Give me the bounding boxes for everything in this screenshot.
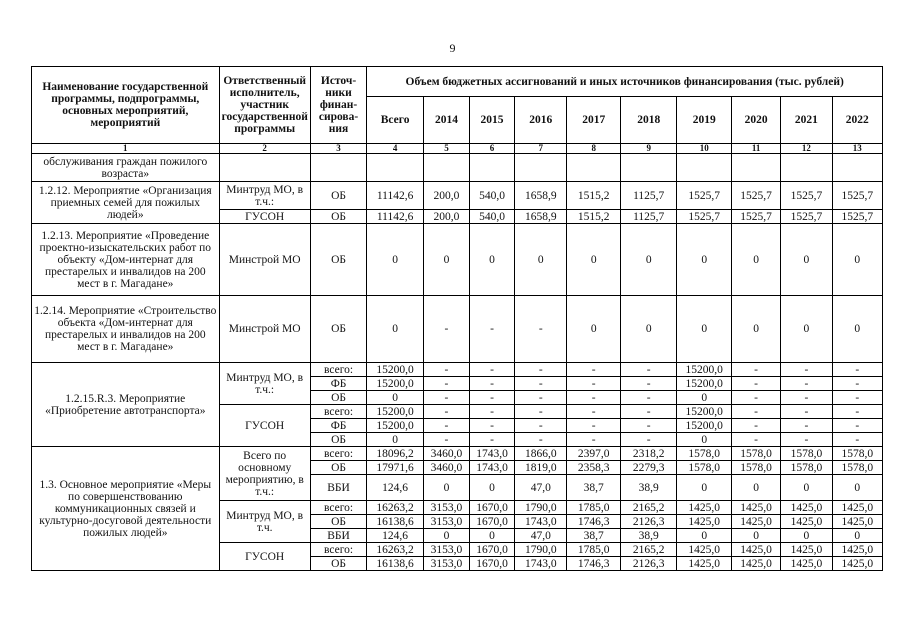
row-name: 1.2.13. Мероприятие «Проведение проектно-изыскательских работ по объекту «Дом-интернат для престарелых и инвалидов на 200 мест в г. Магадане»: [32, 224, 220, 296]
value-cell: 15200,0: [677, 419, 731, 433]
value-cell: 1578,0: [832, 447, 882, 461]
column-number: 13: [832, 144, 882, 154]
value-cell: 1425,0: [731, 501, 780, 515]
value-cell: 1515,2: [567, 182, 620, 210]
responsible: Минстрой МО: [219, 296, 310, 363]
value-cell: 0: [423, 224, 469, 296]
value-cell: 1425,0: [677, 557, 731, 571]
value-cell: 0: [367, 433, 424, 447]
value-cell: 0: [367, 296, 424, 363]
value-cell: -: [515, 419, 567, 433]
value-cell: 1578,0: [677, 461, 731, 475]
column-number-row: [32, 144, 883, 154]
source: ФБ: [310, 419, 367, 433]
source: ОБ: [310, 210, 367, 224]
responsible: ГУСОН: [219, 405, 310, 447]
value-cell: -: [731, 377, 780, 391]
value-cell: 15200,0: [367, 405, 424, 419]
column-number: 1: [32, 144, 220, 154]
value-cell: 1425,0: [731, 557, 780, 571]
value-cell: 200,0: [423, 182, 469, 210]
value-cell: 0: [470, 475, 515, 501]
value-cell: 1743,0: [515, 557, 567, 571]
value-cell: 3153,0: [423, 501, 469, 515]
value-cell: 2318,2: [620, 447, 677, 461]
value-cell: -: [423, 377, 469, 391]
value-cell: -: [567, 391, 620, 405]
value-cell: 1658,9: [515, 182, 567, 210]
value-cell: 1743,0: [470, 447, 515, 461]
value-cell: -: [470, 391, 515, 405]
value-cell: -: [731, 405, 780, 419]
year-header: 2017: [567, 97, 620, 144]
value-cell: 47,0: [515, 475, 567, 501]
value-cell: 1525,7: [832, 210, 882, 224]
responsible: Минтруд МО, в т.ч.:: [219, 182, 310, 210]
value-cell: 0: [731, 224, 780, 296]
value-cell: 0: [423, 529, 469, 543]
value-cell: 1525,7: [832, 182, 882, 210]
value-cell: 0: [832, 296, 882, 363]
value-cell: -: [781, 391, 832, 405]
value-cell: 1670,0: [470, 557, 515, 571]
value-cell: 1578,0: [731, 461, 780, 475]
value-cell: 0: [731, 296, 780, 363]
value-cell: 0: [781, 296, 832, 363]
value-cell: 1578,0: [781, 461, 832, 475]
value-cell: -: [515, 296, 567, 363]
value-cell: 0: [677, 529, 731, 543]
value-cell: -: [620, 433, 677, 447]
value-cell: 17971,6: [367, 461, 424, 475]
value-cell: 0: [832, 224, 882, 296]
value-cell: 1743,0: [515, 515, 567, 529]
value-cell: 1525,7: [677, 182, 731, 210]
value-cell: 1425,0: [781, 543, 832, 557]
value-cell: 0: [470, 224, 515, 296]
value-cell: -: [423, 363, 469, 377]
value-cell: -: [470, 377, 515, 391]
source: всего:: [310, 447, 367, 461]
value-cell: 124,6: [367, 529, 424, 543]
value-cell: -: [781, 419, 832, 433]
responsible: ГУСОН: [219, 210, 310, 224]
budget-table: [31, 66, 883, 571]
value-cell: -: [781, 377, 832, 391]
value-cell: 540,0: [470, 210, 515, 224]
value-cell: 0: [367, 391, 424, 405]
value-cell: 16263,2: [367, 543, 424, 557]
value-cell: 0: [567, 224, 620, 296]
value-cell: -: [832, 405, 882, 419]
column-number: 3: [310, 144, 367, 154]
source: всего:: [310, 501, 367, 515]
value-cell: 0: [677, 391, 731, 405]
value-cell: 38,9: [620, 529, 677, 543]
value-cell: 3153,0: [423, 557, 469, 571]
value-cell: 38,9: [620, 475, 677, 501]
value-cell: 0: [620, 296, 677, 363]
column-number: 4: [367, 144, 424, 154]
value-cell: 3153,0: [423, 543, 469, 557]
value-cell: 1525,7: [731, 182, 780, 210]
source: ОБ: [310, 224, 367, 296]
value-cell: -: [567, 363, 620, 377]
value-cell: 1746,3: [567, 515, 620, 529]
value-cell: 0: [731, 475, 780, 501]
source: всего:: [310, 543, 367, 557]
responsible: ГУСОН: [219, 543, 310, 571]
value-cell: 0: [677, 433, 731, 447]
value-cell: -: [620, 377, 677, 391]
value-cell: 1670,0: [470, 501, 515, 515]
value-cell: 0: [832, 529, 882, 543]
value-cell: 0: [567, 296, 620, 363]
value-cell: -: [515, 377, 567, 391]
value-cell: -: [731, 363, 780, 377]
value-cell: 1425,0: [832, 557, 882, 571]
column-number: 9: [620, 144, 677, 154]
value-cell: 1670,0: [470, 515, 515, 529]
value-cell: -: [423, 391, 469, 405]
value-cell: 0: [677, 296, 731, 363]
value-cell: 1125,7: [620, 210, 677, 224]
responsible: Минстрой МО: [219, 224, 310, 296]
row-name: 1.2.14. Мероприятие «Строительство объекта «Дом-интернат для престарелых и инвалидов на 200 мест в г. Магадане»: [32, 296, 220, 363]
value-cell: 2358,3: [567, 461, 620, 475]
value-cell: -: [832, 363, 882, 377]
value-cell: 0: [832, 475, 882, 501]
source: всего:: [310, 363, 367, 377]
value-cell: -: [731, 433, 780, 447]
column-number: 7: [515, 144, 567, 154]
column-number: 2: [219, 144, 310, 154]
source: ФБ: [310, 377, 367, 391]
value-cell: 1425,0: [832, 501, 882, 515]
value-cell: 540,0: [470, 182, 515, 210]
value-cell: 1578,0: [731, 447, 780, 461]
value-cell: 3460,0: [423, 461, 469, 475]
year-header: 2020: [731, 97, 780, 144]
year-header: 2019: [677, 97, 731, 144]
value-cell: -: [515, 363, 567, 377]
value-cell: 1658,9: [515, 210, 567, 224]
column-number: 5: [423, 144, 469, 154]
value-cell: 200,0: [423, 210, 469, 224]
value-cell: -: [731, 391, 780, 405]
source: ВБИ: [310, 475, 367, 501]
year-header: 2021: [781, 97, 832, 144]
value-cell: -: [423, 296, 469, 363]
column-number: 6: [470, 144, 515, 154]
value-cell: 1578,0: [832, 461, 882, 475]
value-cell: 0: [515, 224, 567, 296]
responsible: Минтруд МО, в т.ч.: [219, 501, 310, 543]
value-cell: 1785,0: [567, 501, 620, 515]
year-header: 2022: [832, 97, 882, 144]
value-cell: 1425,0: [677, 543, 731, 557]
year-header: 2018: [620, 97, 677, 144]
value-cell: 1425,0: [781, 501, 832, 515]
value-cell: 11142,6: [367, 182, 424, 210]
value-cell: -: [620, 363, 677, 377]
value-cell: 124,6: [367, 475, 424, 501]
value-cell: -: [832, 419, 882, 433]
value-cell: 2279,3: [620, 461, 677, 475]
value-cell: 1790,0: [515, 543, 567, 557]
source: ОБ: [310, 391, 367, 405]
value-cell: -: [515, 433, 567, 447]
value-cell: -: [781, 363, 832, 377]
value-cell: 16263,2: [367, 501, 424, 515]
value-cell: -: [567, 377, 620, 391]
header-volume: Объем бюджетных ассигнований и иных источников финансирования (тыс. рублей): [367, 67, 883, 97]
header-name: Наименование государственной программы, подпрограммы, основных мероприятий, мероприятий: [32, 67, 220, 144]
value-cell: 1525,7: [731, 210, 780, 224]
value-cell: 2126,3: [620, 557, 677, 571]
value-cell: -: [423, 433, 469, 447]
value-cell: 1425,0: [781, 515, 832, 529]
value-cell: -: [731, 419, 780, 433]
value-cell: -: [781, 433, 832, 447]
row-name: 1.2.12. Мероприятие «Организация приемных семей для пожилых людей»: [32, 182, 220, 224]
value-cell: 0: [423, 475, 469, 501]
value-cell: 1578,0: [781, 447, 832, 461]
value-cell: 1425,0: [731, 515, 780, 529]
column-number: 10: [677, 144, 731, 154]
value-cell: 3460,0: [423, 447, 469, 461]
value-cell: 1425,0: [731, 543, 780, 557]
value-cell: 1525,7: [677, 210, 731, 224]
value-cell: 38,7: [567, 529, 620, 543]
value-cell: -: [470, 433, 515, 447]
source: ОБ: [310, 461, 367, 475]
value-cell: -: [832, 391, 882, 405]
value-cell: 0: [470, 529, 515, 543]
value-cell: 1785,0: [567, 543, 620, 557]
value-cell: 0: [781, 475, 832, 501]
value-cell: 15200,0: [367, 377, 424, 391]
page-number: 9: [449, 41, 456, 55]
year-header: 2015: [470, 97, 515, 144]
header-responsible: Ответственный исполнитель, участник государственной программы: [219, 67, 310, 144]
value-cell: 1790,0: [515, 501, 567, 515]
value-cell: 1425,0: [781, 557, 832, 571]
value-cell: 0: [677, 475, 731, 501]
value-cell: -: [620, 405, 677, 419]
value-cell: 0: [781, 529, 832, 543]
row-name: обслуживания граждан пожилого возраста»: [32, 154, 220, 182]
source: ОБ: [310, 515, 367, 529]
value-cell: 1746,3: [567, 557, 620, 571]
responsible: Минтруд МО, в т.ч.:: [219, 363, 310, 405]
value-cell: -: [515, 405, 567, 419]
column-number: 11: [731, 144, 780, 154]
value-cell: 0: [620, 224, 677, 296]
value-cell: 1425,0: [832, 515, 882, 529]
source: всего:: [310, 405, 367, 419]
value-cell: 47,0: [515, 529, 567, 543]
value-cell: 0: [731, 529, 780, 543]
value-cell: 16138,6: [367, 557, 424, 571]
value-cell: 2165,2: [620, 501, 677, 515]
value-cell: 15200,0: [677, 363, 731, 377]
responsible: Всего по основному мероприятию, в т.ч.:: [219, 447, 310, 501]
source: ОБ: [310, 182, 367, 210]
value-cell: -: [567, 433, 620, 447]
value-cell: -: [620, 419, 677, 433]
value-cell: -: [470, 296, 515, 363]
value-cell: 1425,0: [832, 543, 882, 557]
value-cell: 1866,0: [515, 447, 567, 461]
value-cell: 1578,0: [677, 447, 731, 461]
header-source: Источ-ники финан-сирова-ния: [310, 67, 367, 144]
value-cell: -: [832, 377, 882, 391]
source: ОБ: [310, 557, 367, 571]
value-cell: 16138,6: [367, 515, 424, 529]
value-cell: 1525,7: [781, 210, 832, 224]
row-name: 1.2.15.R.3. Мероприятие «Приобретение автотранспорта»: [32, 363, 220, 447]
value-cell: 3153,0: [423, 515, 469, 529]
value-cell: 0: [677, 224, 731, 296]
value-cell: 2126,3: [620, 515, 677, 529]
value-cell: 1515,2: [567, 210, 620, 224]
value-cell: 1743,0: [470, 461, 515, 475]
value-cell: 18096,2: [367, 447, 424, 461]
value-cell: -: [470, 419, 515, 433]
value-cell: 15200,0: [367, 363, 424, 377]
value-cell: 15200,0: [677, 377, 731, 391]
value-cell: 1525,7: [781, 182, 832, 210]
column-number: 8: [567, 144, 620, 154]
value-cell: 15200,0: [367, 419, 424, 433]
value-cell: 15200,0: [677, 405, 731, 419]
value-cell: -: [470, 405, 515, 419]
value-cell: 11142,6: [367, 210, 424, 224]
year-header: Всего: [367, 97, 424, 144]
value-cell: -: [515, 391, 567, 405]
value-cell: 2397,0: [567, 447, 620, 461]
column-number: 12: [781, 144, 832, 154]
value-cell: -: [423, 405, 469, 419]
value-cell: 1819,0: [515, 461, 567, 475]
value-cell: 1670,0: [470, 543, 515, 557]
source: ВБИ: [310, 529, 367, 543]
value-cell: 0: [367, 224, 424, 296]
source: ОБ: [310, 433, 367, 447]
value-cell: 38,7: [567, 475, 620, 501]
value-cell: -: [567, 405, 620, 419]
value-cell: -: [470, 363, 515, 377]
value-cell: 1425,0: [677, 515, 731, 529]
year-header: 2016: [515, 97, 567, 144]
value-cell: -: [832, 433, 882, 447]
value-cell: -: [781, 405, 832, 419]
year-header: 2014: [423, 97, 469, 144]
value-cell: -: [423, 419, 469, 433]
value-cell: 1425,0: [677, 501, 731, 515]
row-name: 1.3. Основное мероприятие «Меры по совершенствованию коммуникационных связей и культурно-досуговой деятельности пожилых людей»: [32, 447, 220, 571]
value-cell: 1125,7: [620, 182, 677, 210]
source: ОБ: [310, 296, 367, 363]
value-cell: -: [620, 391, 677, 405]
value-cell: -: [567, 419, 620, 433]
value-cell: 0: [781, 224, 832, 296]
value-cell: 2165,2: [620, 543, 677, 557]
